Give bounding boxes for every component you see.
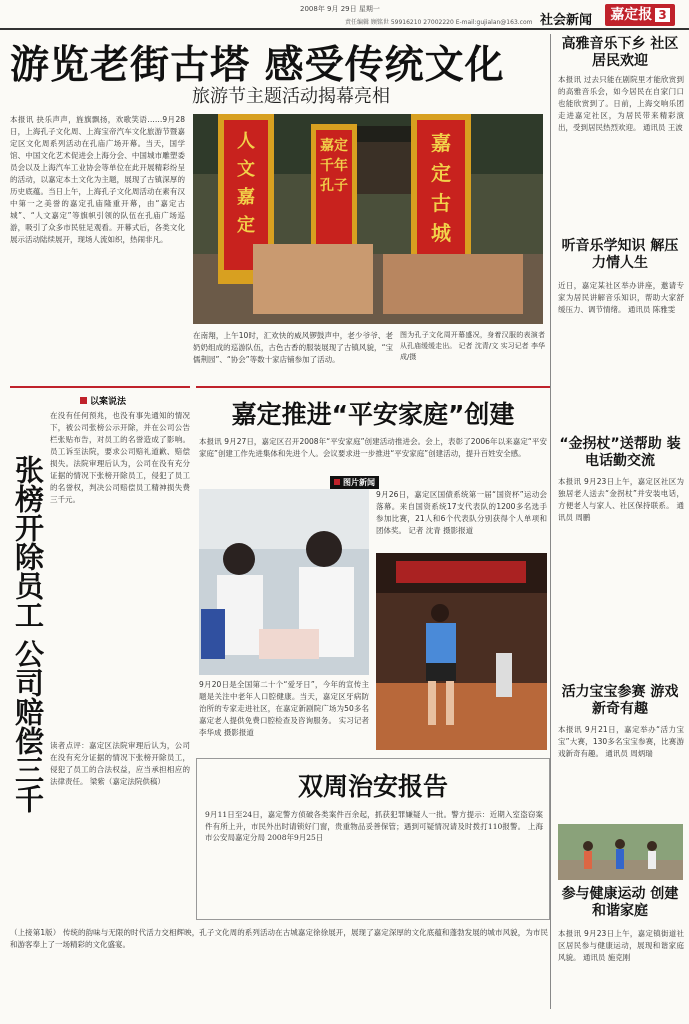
issue-date: 2008年 9月 29日 星期一 <box>300 5 380 13</box>
reader-commentary: 读者点评：嘉定区法院审理后认为，公司在没有充分证据的情况下张榜开除员工，侵犯了员工的合法权益，应当承担相应的法律责任。 梁紫（嘉定法院供稿） <box>50 741 190 786</box>
photo-news-label <box>330 476 379 489</box>
dental-caption: 9月20日是全国第二十个“爱牙日”，今年的宣传主题是关注中老年人口腔健康。当天，嘉定区牙病防治所的专家走进社区，在嘉定新剧院广场为50多名嘉定老人提供免费口腔检查及咨询服务。 实习记者 李华成 摄影报道 <box>199 680 369 737</box>
security-report-box <box>196 758 550 920</box>
confucius-festival-photo <box>193 114 543 324</box>
sports-photo-illustration <box>376 553 547 750</box>
health-sports-photo <box>558 824 683 880</box>
psychology-headline: 听音乐学知识 解压力情人生 <box>561 238 679 271</box>
lead-caption: 在南翔，上午10时，汇欢快的威风锣鼓声中，老少爷爷、老奶奶组成的巡游队伍，古色古香的服装展现了古镇风貌，“宝儒荆园”、“协会”等数十家店铺参加了活动。 <box>193 331 393 364</box>
health-photo-illustration <box>558 824 683 880</box>
banner-renwen-jiading: 人文嘉定 <box>237 131 255 236</box>
photo-news-label-text: 图片新闻 <box>343 478 375 487</box>
page-header <box>0 0 689 30</box>
page-number: 3 <box>655 8 669 22</box>
square-bullet-icon <box>334 479 340 485</box>
peace-top-rule <box>196 386 550 388</box>
commentary-label <box>80 394 126 407</box>
photo-caption: 图为孔子文化周开幕盛况，身着汉服的表演者从孔庙缓缓走出。 记者 沈青/文 实习记者 李华成/摄 <box>400 331 545 361</box>
peace-family-headline: 嘉定推进“平安家庭”创建 <box>231 400 515 429</box>
baby-contest-headline: 活力宝宝参赛 游戏新奇有趣 <box>561 684 679 717</box>
lead-subheadline: 旅游节主题活动揭幕亮相 <box>192 86 390 107</box>
peace-family-body: 本报讯 9月27日，嘉定区召开2008年“平安家庭”创建活动推进会。会上，表彰了2006年以来嘉定“平安家庭”创建工作先进集体和先进个人。会议要求进一步推进“平安家庭”创建活动，提升百姓安全感。 <box>199 437 547 458</box>
sports-caption: 9月26日，嘉定区国债系统第一届“国资杯”运动会落幕。来自国资系统17支代表队的1200多名选手参加比赛，21人和6个代表队分别获得个人单项和团体奖。 记者 沈青 摄影报道 <box>376 490 547 535</box>
health-headline: 参与健康运动 创建和谐家庭 <box>561 886 679 919</box>
music-article-body: 本报讯 过去只能在剧院里才能欣赏到的高雅音乐会，如今居民在自家门口也能欣赏到了。日前，上海交响乐团走进嘉定社区，为居民带来精彩演出，受到居民热烈欢迎。 通讯员 王波 <box>558 75 684 132</box>
continued-article-body: （上接第1版） 传统的韵味与无限的时代活力交相辉映，孔子文化周的系列活动在古城嘉定徐徐展开，展现了嘉定深厚的文化底蕴和蓬勃发展的城市风貌，为市民和游客奉上了一场精彩的文化盛宴。 <box>10 928 548 949</box>
table-tennis-photo <box>376 553 547 750</box>
commentary-body: 在没有任何预兆，也没有事先通知的情况下，被公司张榜公示开除，并在公司公告栏张贴布告，对员工的名誉造成了影响。员工诉至法院，要求公司赔礼道歉、赔偿损失。法院审理后认为，公司在没有充分证据的情况下张榜开除员工，侵犯了员工的名誉权，判决公司赔偿员工精神损失费三千元。 <box>50 411 190 504</box>
banner-jiading-confucius: 嘉定千年孔子 <box>320 138 348 194</box>
editor-credit: 责任编辑 顾铭世 59916210 27002220 E-mail:gujialan@163.com <box>345 19 533 26</box>
commentary-rule <box>10 386 190 388</box>
lead-headline: 游览老街古塔 感受传统文化 <box>10 43 505 88</box>
health-article-body: 本报讯 9月23日上午，嘉定镇街道社区居民参与健康运动，展现和谐家庭风貌。 通讯员 施克刚 <box>558 929 684 962</box>
newspaper-logo <box>605 4 675 26</box>
brand-name: 嘉定报 <box>610 7 653 23</box>
baby-contest-article-body: 本报讯 9月21日，嘉定举办“活力宝宝”大赛，130多名宝宝参赛，比赛游戏新奇有趣。 通讯员 周炳瑞 <box>558 725 684 758</box>
golden-cane-article-body: 本报讯 9月23日上午，嘉定区社区为独居老人送去“金拐杖”并安装电话，方便老人与家人、社区保持联系。 通讯员 周鹏 <box>558 477 684 522</box>
square-bullet-icon <box>80 397 87 404</box>
psychology-article-body: 近日，嘉定某社区举办讲座，邀请专家为居民讲解音乐知识，帮助大家舒缓压力、调节情绪。 通讯员 陈雅雯 <box>558 281 684 314</box>
column-divider <box>550 34 551 1009</box>
golden-cane-headline: “金拐杖”送帮助 装电话勤交流 <box>559 436 681 469</box>
banner-jiading-gucheng: 嘉定古城 <box>431 131 451 245</box>
dental-checkup-photo <box>199 489 369 675</box>
dental-photo-illustration <box>199 489 369 675</box>
security-report-body: 9月11日至24日，嘉定警方侦破各类案件百余起，抓获犯罪嫌疑人一批。警方提示：近期入室盗窃案件有所上升，市民外出时请锁好门窗，贵重物品妥善保管；遇到可疑情况请及时拨打110报警。 上海市公安局嘉定分局 2008年9月25日 <box>205 810 543 842</box>
lead-article-body: 本报讯 抉乐声声，旌旗飘扬，欢歌笑语……9月28日，上海孔子文化周、上海宝帝汽车文化旅游节暨嘉定区文化周系列活动在孔庙广场开幕。当天，国学馆、中国文化艺术促进会上海分会、中国城市雕塑委员会以及上海汽车工业协会等单位在此开展精彩纷呈的活动，以嘉定本土文化为主题，展现了古镇深厚的历史底蕴。当日上午，上海孔子文化周活动在素有汉中第一之美誉的嘉定孔庙隆重开幕，由“嘉定古城”、“人文嘉定”等旗帜引领的队伍在孔庙广场巡游，吸引了众多市民驻足观看。开幕式后，各类文化展示活动陆续展开，现场人流如织，热闹非凡。 <box>10 115 185 244</box>
commentary-label-text: 以案说法 <box>90 397 127 407</box>
vertical-headline: 张榜开除员工 公司赔偿三千 <box>11 455 45 814</box>
section-title: 社会新闻 <box>540 13 593 28</box>
music-headline: 高雅音乐下乡 社区居民欢迎 <box>561 36 679 69</box>
security-report-headline: 双周治安报告 <box>297 772 448 801</box>
